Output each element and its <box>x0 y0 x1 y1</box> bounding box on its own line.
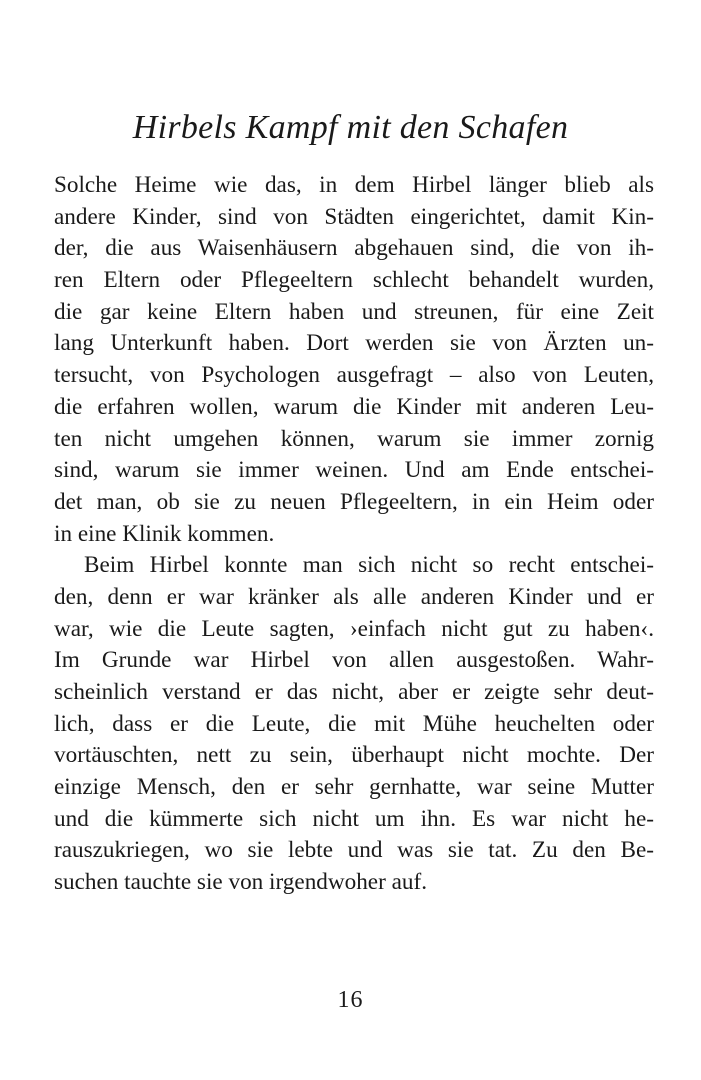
text-line: Beim Hirbel konnte man sich nicht so recht entschei- <box>84 552 654 579</box>
text-line: der, die aus Waisenhäusern abgehauen sind, die von ih- <box>54 235 654 262</box>
text-line: det man, ob sie zu neuen Pflegeeltern, in ein Heim oder <box>54 488 654 515</box>
text-line: tersucht, von Psychologen ausgefragt – also von Leuten, <box>54 362 654 389</box>
text-line: Im Grunde war Hirbel von allen ausgestoßen. Wahr- <box>54 647 654 674</box>
body-text <box>54 170 654 899</box>
text-line: suchen tauchte sie von irgendwoher auf. <box>54 869 428 896</box>
text-line: andere Kinder, sind von Städten eingerichtet, damit Kin- <box>54 203 654 230</box>
page-number: 16 <box>337 987 364 1013</box>
text-line: ren Eltern oder Pflegeeltern schlecht behandelt wurden, <box>54 267 654 294</box>
text-line: lang Unterkunft haben. Dort werden sie von Ärzten un- <box>54 330 654 357</box>
text-line: die gar keine Eltern haben und streunen, für eine Zeit <box>54 298 654 325</box>
text-line: die erfahren wollen, warum die Kinder mit anderen Leu- <box>54 393 654 420</box>
text-line: scheinlich verstand er das nicht, aber er zeigte sehr deut- <box>54 679 654 705</box>
text-line: und die kümmerte sich nicht um ihn. Es war nicht he- <box>54 805 654 832</box>
text-line: in eine Klinik kommen. <box>54 520 275 547</box>
paragraph-2 <box>54 550 654 899</box>
text-line: lich, dass er die Leute, die mit Mühe heuchelten oder <box>54 710 654 737</box>
text-line: Solche Heime wie das, in dem Hirbel länger blieb als <box>54 172 654 198</box>
text-line: rauszukriegen, wo sie lebte und was sie tat. Zu den Be- <box>54 837 654 864</box>
text-line: vortäuschten, nett zu sein, überhaupt nicht mochte. Der <box>54 742 654 769</box>
text-line: ten nicht umgehen können, warum sie immer zornig <box>54 425 654 452</box>
text-line: den, denn er war kränker als alle anderen Kinder und er <box>54 583 654 610</box>
chapter-title: Hirbels Kampf mit den Schafen <box>132 109 569 146</box>
text-line: war, wie die Leute sagten, ›einfach nicht gut zu haben‹. <box>54 615 654 642</box>
text-line: einzige Mensch, den er sehr gernhatte, war seine Mutter <box>54 774 654 801</box>
text-line: sind, warum sie immer weinen. Und am Ende entschei- <box>54 457 654 484</box>
paragraph-1 <box>54 170 654 550</box>
